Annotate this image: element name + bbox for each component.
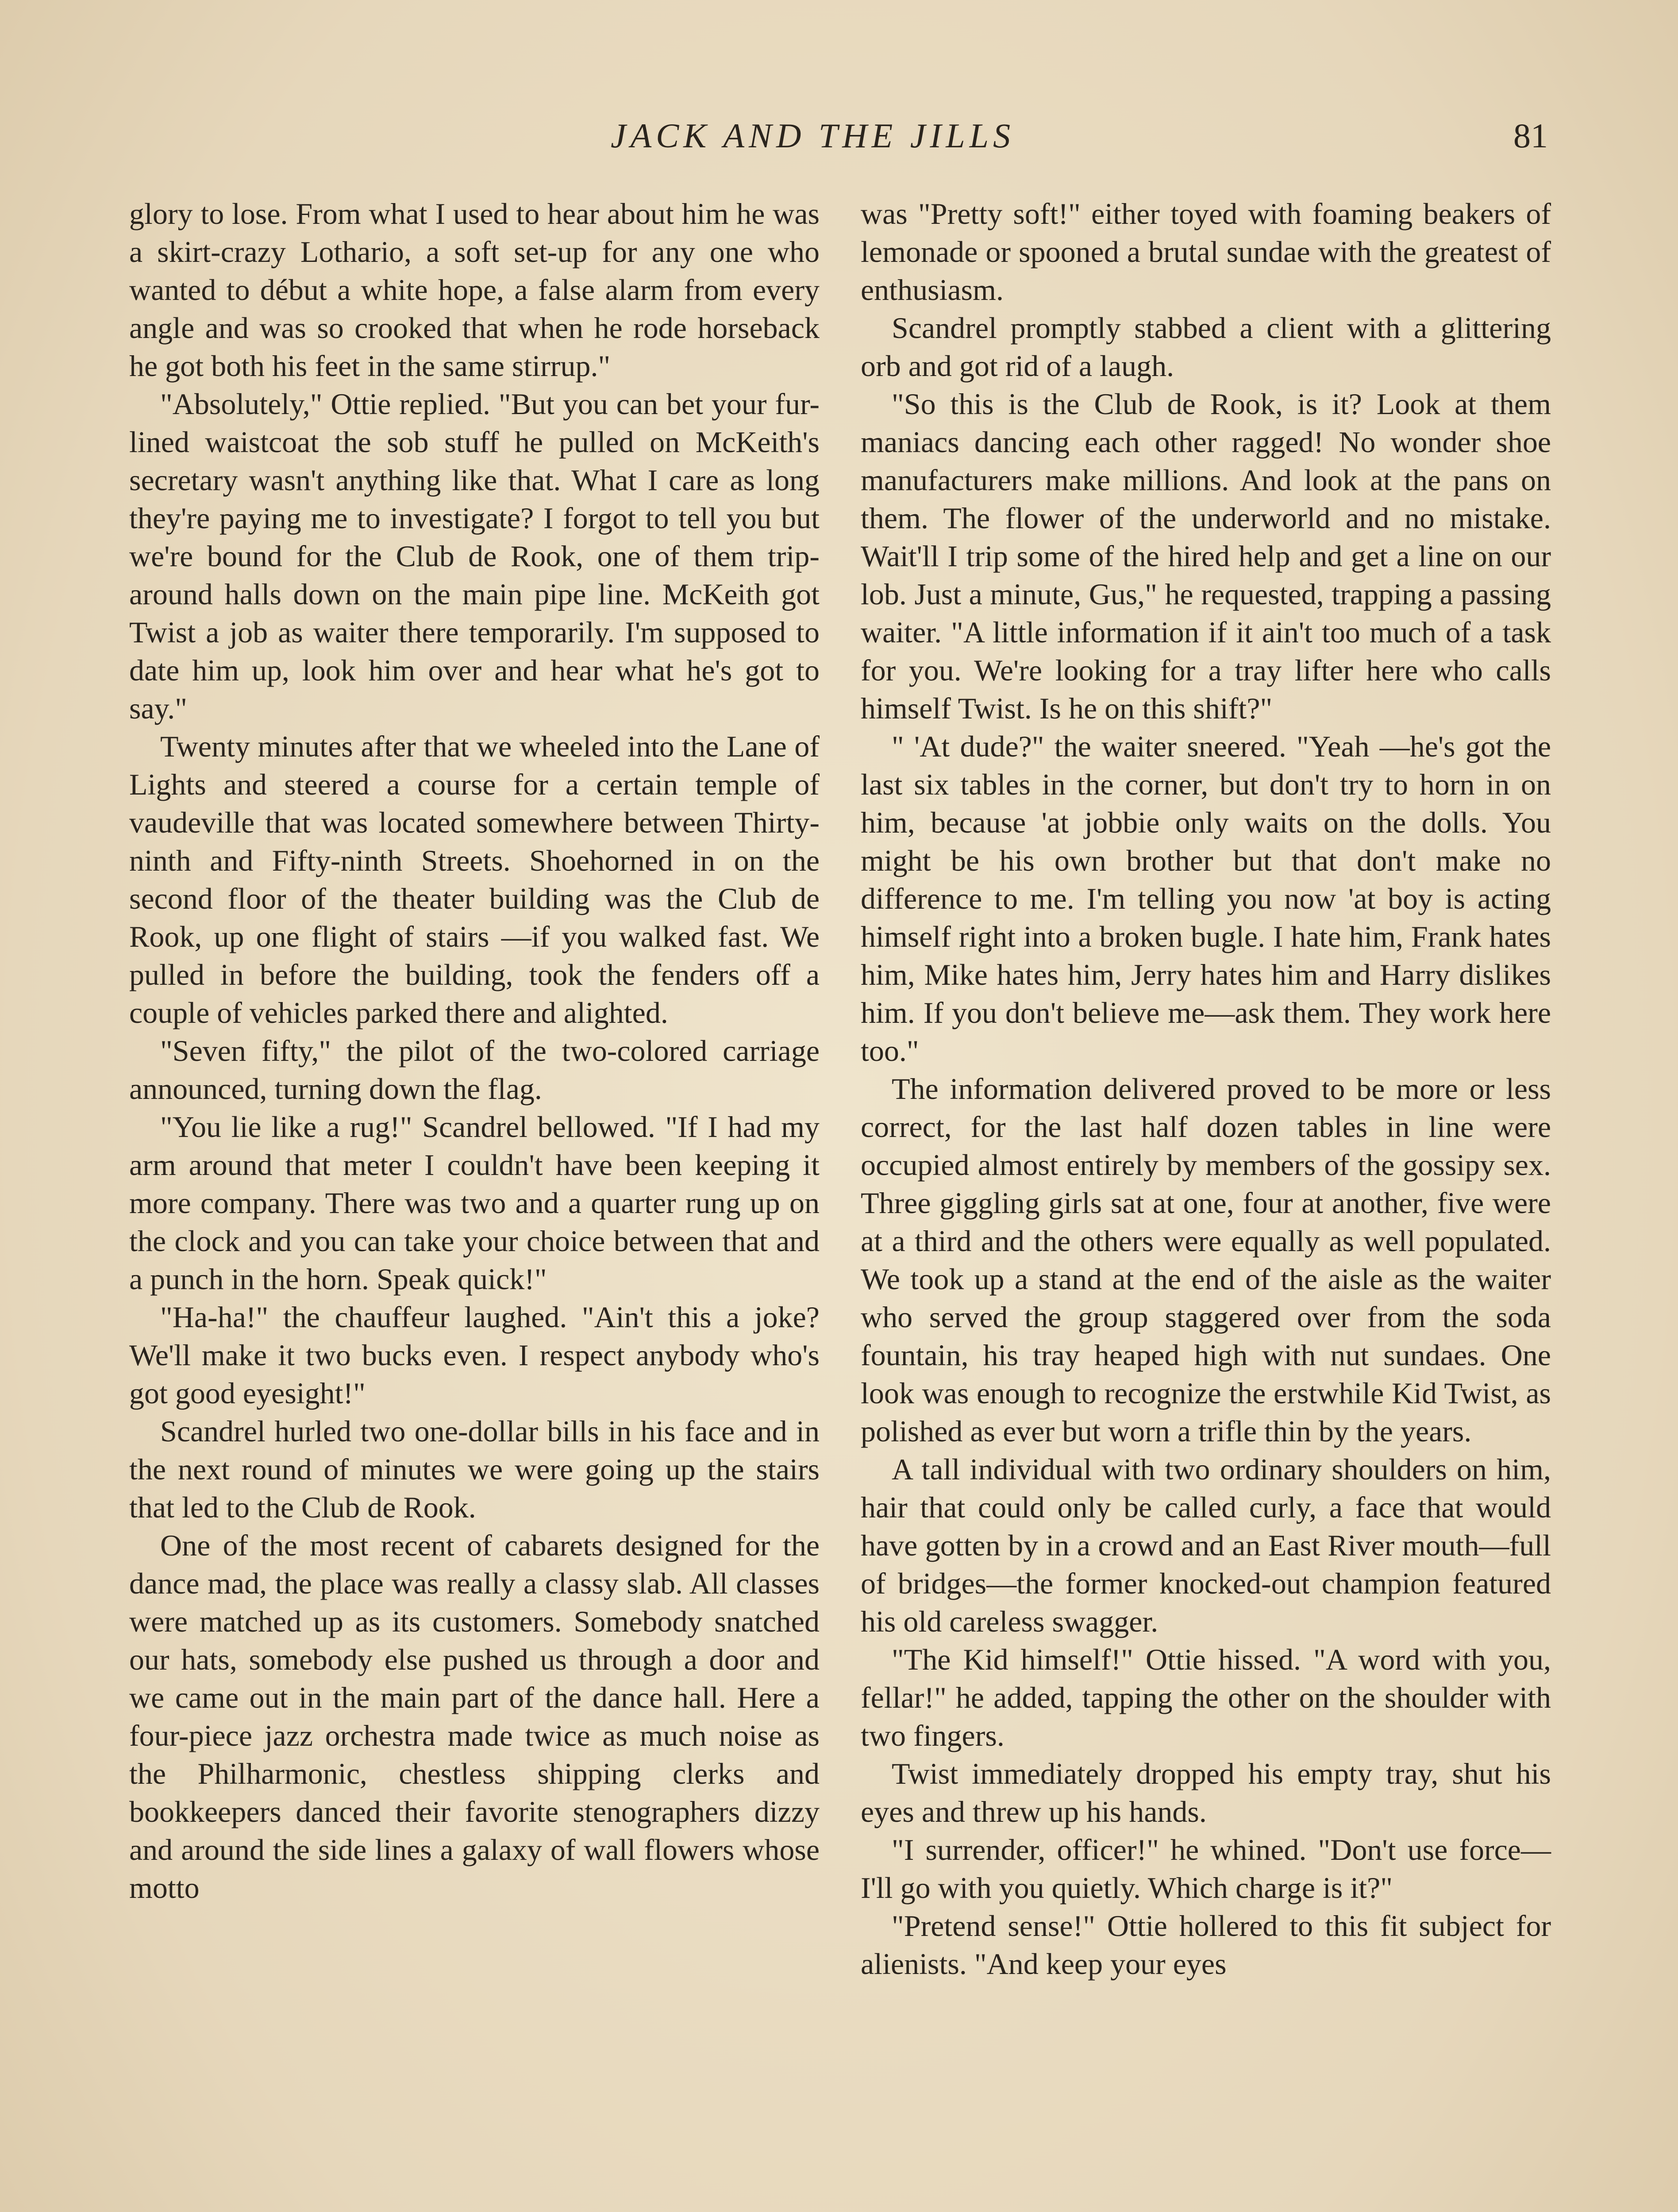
paragraph: "Pretend sense!" Ottie hollered to this fit subject for alienists. "And keep your eyes [861, 1909, 1551, 1981]
paragraph: "The Kid himself!" Ottie hissed. "A word with you, fellar!" he added, tapping the other on the shoulder with two fingers. [861, 1643, 1551, 1752]
paragraph: "Ha-ha!" the chauffeur laughed. "Ain't this a joke? We'll make it two bucks even. I respect anybody who's got good eyesight!" [129, 1300, 820, 1410]
paragraph: glory to lose. From what I used to hear about him he was a skirt-crazy Lothario, a soft set-up for any one who wanted to début a white hope, a false alarm from every angle and was so crooked that when he rode horseback he got both his feet in the same stirrup." [129, 197, 820, 383]
paragraph: " 'At dude?" the waiter sneered. "Yeah —he's got the last six tables in the corner, but don't try to horn in on him, because 'at jobbie only waits on the dolls. You might be his own brother but that don't make no difference to me. I'm telling you now 'at boy is acting himself right into a broken bugle. I hate him, Frank hates him, Mike hates him, Jerry hates him and Harry dislikes him. If you don't believe me—ask them. They work here too." [861, 730, 1551, 1068]
paragraph: Twist immediately dropped his empty tray, shut his eyes and threw up his hands. [861, 1757, 1551, 1828]
running-title: JACK AND THE JILLS [611, 116, 1015, 155]
paragraph: "I surrender, officer!" he whined. "Don't use force—I'll go with you quietly. Which charge is it?" [861, 1833, 1551, 1905]
paragraph: "So this is the Club de Rook, is it? Look at them maniacs dancing each other ragged! No wonder shoe manufacturers make millions. And look at the pans on them. The flower of the underworld and no mistake. Wait'll I trip some of the hired help and get a line on our lob. Just a minute, Gus," he requested, trapping a passing waiter. "A little information if it ain't too much of a task for you. We're looking for a tray lifter here who calls himself Twist. Is he on this shift?" [861, 387, 1551, 725]
paragraph: was "Pretty soft!" either toyed with foaming beakers of lemonade or spooned a brutal sundae with the greatest of enthusiasm. [861, 197, 1551, 307]
paragraph: "Seven fifty," the pilot of the two-colored carriage announced, turning down the flag. [129, 1034, 820, 1106]
paragraph: A tall individual with two ordinary shoulders on him, hair that could only be called curly, a face that would have gotten by in a crowd and an East River mouth—full of bridges—the former knocked-out champion featured his old careless swagger. [861, 1452, 1551, 1638]
left-column [129, 195, 820, 1907]
paragraph: Scandrel promptly stabbed a client with a glittering orb and got rid of a laugh. [861, 311, 1551, 383]
paragraph: One of the most recent of cabarets designed for the dance mad, the place was really a classy slab. All classes were matched up as its customers. Somebody snatched our hats, somebody else pushed us through a door and we came out in the main part of the dance hall. Here a four-piece jazz orchestra made twice as much noise as the Philharmonic, chestless shipping clerks and bookkeepers danced their favorite stenographers dizzy and around the side lines a galaxy of wall flowers whose motto [129, 1528, 820, 1905]
paragraph: "Absolutely," Ottie replied. "But you can bet your fur-lined waistcoat the sob stuff he pulled on McKeith's secretary wasn't anything like that. What I care as long they're paying me to investigate? I forgot to tell you but we're bound for the Club de Rook, one of them trip-around halls down on the main pipe line. McKeith got Twist a job as waiter there temporarily. I'm supposed to date him up, look him over and hear what he's got to say." [129, 387, 820, 725]
paragraph: The information delivered proved to be more or less correct, for the last half dozen tables in line were occupied almost entirely by members of the gossipy sex. Three giggling girls sat at one, four at another, five were at a third and the others were equally as well populated. We took up a stand at the end of the aisle as the waiter who served the group staggered over from the soda fountain, his tray heaped high with nut sundaes. One look was enough to recognize the erstwhile Kid Twist, as polished as ever but worn a trifle thin by the years. [861, 1072, 1551, 1448]
paragraph: Scandrel hurled two one-dollar bills in his face and in the next round of minutes we were going up the stairs that led to the Club de Rook. [129, 1414, 820, 1524]
right-column [861, 195, 1551, 1983]
page-number: 81 [1513, 116, 1548, 155]
paragraph: "You lie like a rug!" Scandrel bellowed. "If I had my arm around that meter I couldn't have been keeping it more company. There was two and a quarter rung up on the clock and you can take your choice between that and a punch in the horn. Speak quick!" [129, 1110, 820, 1296]
paragraph: Twenty minutes after that we wheeled into the Lane of Lights and steered a course for a certain temple of vaudeville that was located somewhere between Thirty-ninth and Fifty-ninth Streets. Shoehorned in on the second floor of the theater building was the Club de Rook, up one flight of stairs —if you walked fast. We pulled in before the building, took the fenders off a couple of vehicles parked there and alighted. [129, 730, 820, 1029]
